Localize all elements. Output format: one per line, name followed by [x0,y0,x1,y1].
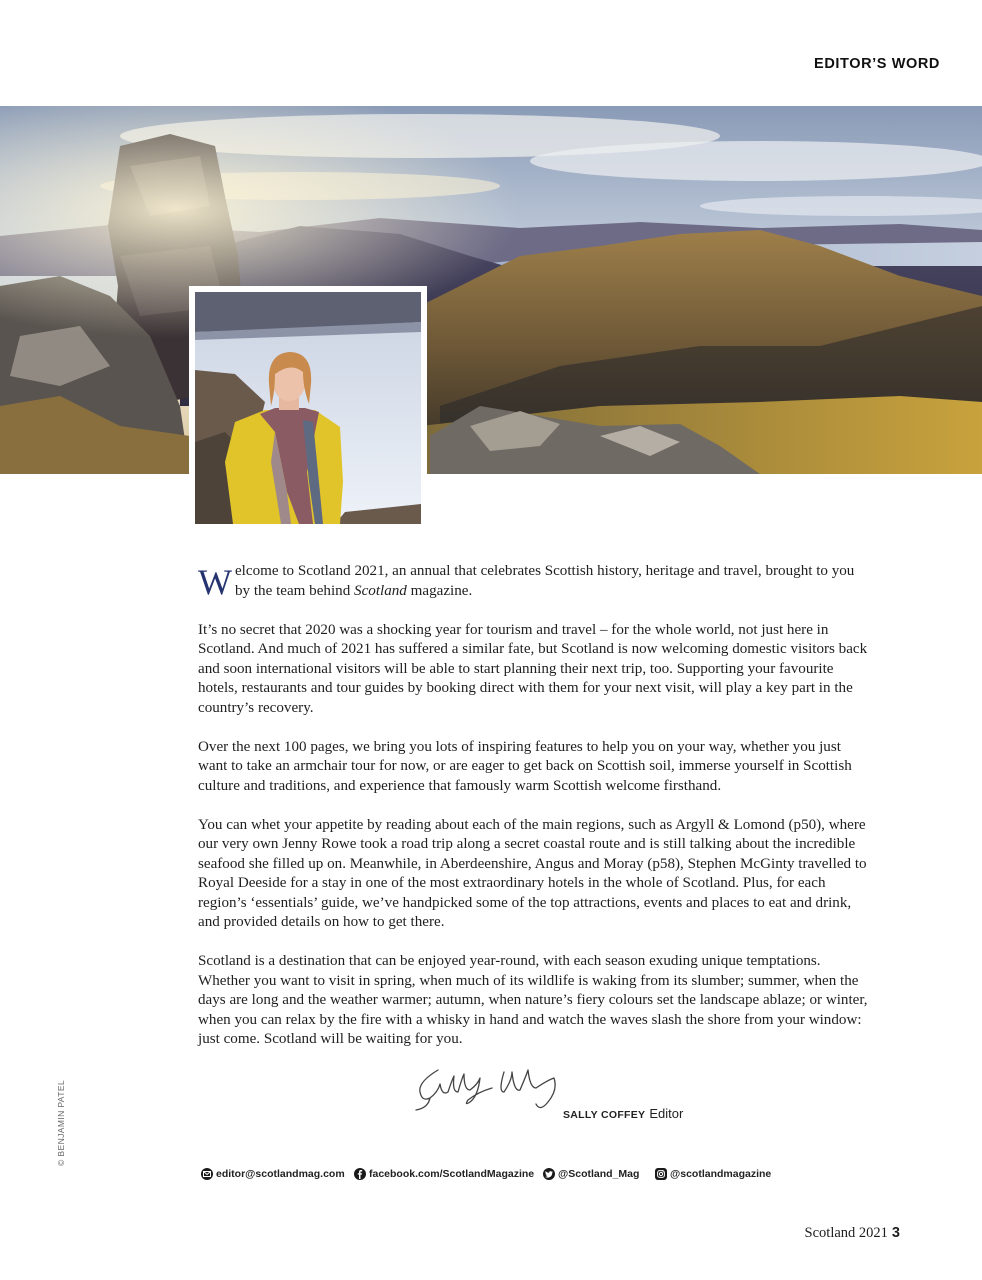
section-label: EDITOR’S WORD [814,56,940,72]
instagram-contact[interactable] [655,1168,771,1180]
email-text: editor@scotlandmag.com [216,1168,345,1180]
paragraph-3: Over the next 100 pages, we bring you lots of inspiring features to help you on your way, whether you just want to take an armchair tour for now, or are eager to get back on Scottish soil, immerse yourself in Scottish culture and traditions, and experience that famously warm Scottish welcome firsthand. [198,738,852,794]
editor-role: Editor [649,1106,684,1121]
magazine-name: Scotland [354,582,407,599]
email-contact[interactable] [201,1168,345,1180]
editor-portrait [189,286,427,530]
paragraph-5: Scotland is a destination that can be enjoyed year-round, with each season exuding unique temptations. Whether you want to visit in spring, when much of its wildlife is waking from its slumber; summer, when the days are long and the weather warmer; autumn, when nature’s fiery colours set the landscape ablaze; or winter, when you can relax by the fire with a whisky in hand and watch the waves slash the shore from your window: just come. Scotland will be waiting for you. [198,953,868,1047]
editor-name: SALLY COFFEY [563,1109,646,1121]
paragraph-4: You can whet your appetite by reading about each of the main regions, such as Argyll & Lomond (p50), where our very own Jenny Rowe took a road trip along a secret coastal route and is still talking about the incredible seafood she filled up on. Meanwhile, in Aberdeenshire, Angus and Moray (p58), Stephen McGinty travelled to Royal Deeside for a stay in one of the most extraordinary hotels in the whole of Scotland. Plus, for each region’s ‘essentials’ guide, we’ve handpicked some of the top attractions, events and places to eat and drink, and provided details on how to get there. [198,816,867,930]
folio-title: Scotland 2021 [804,1225,888,1241]
instagram-icon [655,1168,667,1180]
intro-text: elcome to Scotland 2021, an annual that celebrates Scottish history, heritage and travel, brought to you by the team behind [234,563,855,599]
signoff [563,1106,683,1121]
photo-credit: © BENJAMIN PATEL [56,1079,66,1166]
page-number: 3 [891,1225,900,1241]
facebook-icon [354,1168,366,1180]
twitter-contact[interactable] [543,1168,639,1180]
editorial-text [198,562,868,1069]
facebook-text: facebook.com/ScotlandMagazine [369,1168,535,1180]
hero-image [0,106,982,474]
twitter-icon [543,1168,555,1180]
email-icon [201,1168,213,1180]
editor-signature [408,1062,588,1118]
intro-text-end: magazine. [406,582,473,599]
instagram-text: @scotlandmagazine [670,1168,772,1180]
paragraph-2: It’s no secret that 2020 was a shocking year for tourism and travel – for the whole world, not just here in Scotland. And much of 2021 has suffered a similar fate, but Scotland is now welcoming domestic visitors back and soon international visitors will be able to start planning their next trip, too. Supporting your favourite hotels, restaurants and tour guides by booking direct with them for your next visit, will play a key part in the country’s recovery. [198,621,868,716]
facebook-contact[interactable] [354,1168,534,1180]
paragraph-intro [198,562,868,601]
page-folio [805,1225,900,1242]
drop-cap: W [198,562,232,602]
twitter-text: @Scotland_Mag [558,1168,640,1180]
